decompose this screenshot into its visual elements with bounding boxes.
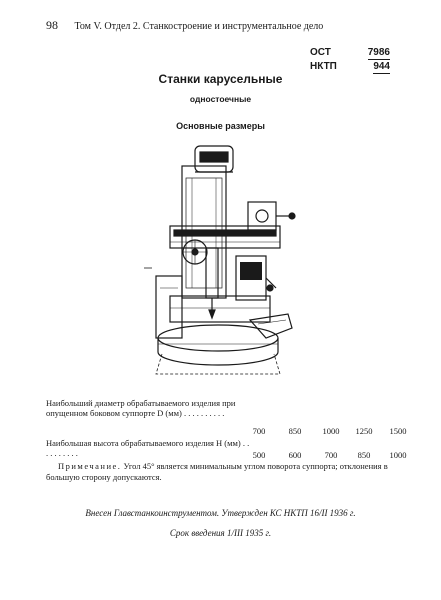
ost-number: 7986	[367, 47, 390, 58]
dimension-value: 1000	[322, 426, 340, 436]
dimension-value: 700	[252, 426, 266, 436]
running-title: Том V. Отдел 2. Станкостроение и инструментальное дело	[74, 21, 324, 32]
side-head	[236, 256, 276, 300]
dimension-label: Наибольшая высота обрабатываемого изделия H (мм) . . . . . . . . . .	[46, 438, 250, 458]
dimension-value: 1500	[389, 426, 407, 436]
dimension-value: 500	[252, 450, 266, 460]
dimension-label: Наибольший диаметр обрабатываемого изделия при опущенном боковом суппорте D (мм) . . . . . . . . . .	[46, 398, 236, 418]
document-subtitle: одностоечные	[189, 94, 252, 104]
table-bracket	[250, 314, 292, 338]
base	[156, 276, 270, 338]
motor-housing	[195, 146, 233, 172]
dimensions-table	[46, 398, 406, 462]
handwheel	[183, 240, 207, 264]
dimension-value: 850	[288, 426, 302, 436]
dimension-value: 1250	[355, 426, 373, 436]
vertical-boring-mill-drawing	[140, 138, 300, 378]
dimension-row-diameter	[46, 398, 406, 438]
dimension-value: 700	[324, 450, 338, 460]
dimension-value: 1000	[389, 450, 407, 460]
approval-line: Внесен Главстанкоинструментом. Утвержден КС НКТП 16/II 1936 г.	[85, 508, 356, 518]
running-header	[46, 18, 323, 33]
nktp-number: 944	[373, 61, 390, 72]
dimension-value: 850	[357, 450, 371, 460]
section-title: Основные размеры	[176, 121, 265, 131]
document-title: Станки карусельные	[158, 72, 283, 86]
ost-label: ОСТ	[310, 47, 331, 58]
dimension-value: 600	[288, 450, 302, 460]
nktp-label: НКТП	[310, 61, 337, 72]
standard-designation	[310, 46, 390, 74]
note-text: Угол 45° является минимальным углом поворота суппорта; отклонения в большую сторону допускаются.	[46, 461, 388, 482]
note-lead: Примечание.	[58, 461, 122, 471]
page-number: 98	[46, 18, 58, 32]
effective-date-line: Срок введения 1/III 1935 г.	[169, 528, 272, 538]
note-paragraph	[46, 461, 391, 483]
dimension-row-height	[46, 438, 406, 462]
crossrail	[170, 226, 280, 248]
